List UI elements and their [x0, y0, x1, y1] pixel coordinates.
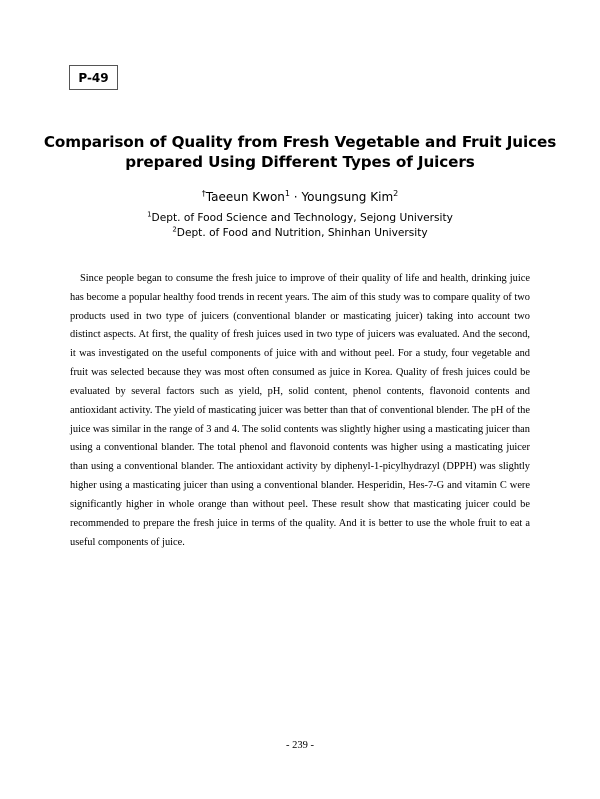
- page-number: - 239 -: [286, 740, 314, 751]
- paper-title-line-1: Comparison of Quality from Fresh Vegetable and Fruit Juices: [43, 133, 557, 151]
- corresponding-author-marker: †: [201, 189, 206, 198]
- affiliation-text-1: Dept. of Food Science and Technology, Sejong University: [151, 212, 453, 224]
- abstract-body: Since people began to consume the fresh juice to improve of their quality of life and health, drinking juice has become a popular healthy food trends in recent years. The aim of this study was to compare quality of two products used in two type of juicers (conventional blander or masticating juicer) taking into account two distinct aspects. At first, the quality of fresh juices used in two type of juicers was evaluated. And the second, it was investigated on the useful components of juice with and without peel. For a study, four vegetable and fruit was selected because they was most often consumed as juice in Korea. Quality of fresh juices could be evaluated by several factors such as yield, pH, solid content, phenol contents, flavonoid contents and antioxidant activity. The yield of masticating juicer was better than that of conventional blender. The pH of the juice was similar in the range of 3 and 4. The solid contents was slightly higher using a masticating juicer than using a conventional blander. The total phenol and flavonoid contents was higher using a masticating juicer than using a conventional blander. The antioxidant activity by diphenyl-1-picylhydrazyl (DPPH) was slightly higher using a masticating juicer than using a conventional blander. Hesperidin, Hes-7-G and vitamin C were significantly higher in whole orange than without peel. These result show that masticating juicer could be recommended to prepare the fresh juice in terms of the quality. And it is better to use the whole fruit to eat a useful components of juice.: [70, 273, 530, 548]
- poster-id-badge: P-49: [69, 65, 118, 90]
- affiliation-text-2: Dept. of Food and Nutrition, Shinhan University: [176, 226, 428, 239]
- author-list: [40, 188, 560, 206]
- paper-title-line-2: prepared Using Different Types of Juicers: [125, 153, 475, 171]
- author-name-1: Taeeun Kwon: [205, 190, 285, 204]
- author-separator: ·: [289, 190, 302, 204]
- author-affil-sup-1: 1: [284, 189, 290, 198]
- affiliation-2: [40, 226, 560, 241]
- author-name-2: Youngsung Kim: [301, 190, 394, 204]
- paper-title: [40, 132, 560, 172]
- author-affil-sup-2: 2: [393, 189, 399, 198]
- affiliation-1: [40, 211, 560, 226]
- affiliation-list: [40, 211, 560, 240]
- affiliation-sup-1: 1: [147, 210, 152, 219]
- affiliation-sup-2: 2: [172, 224, 177, 233]
